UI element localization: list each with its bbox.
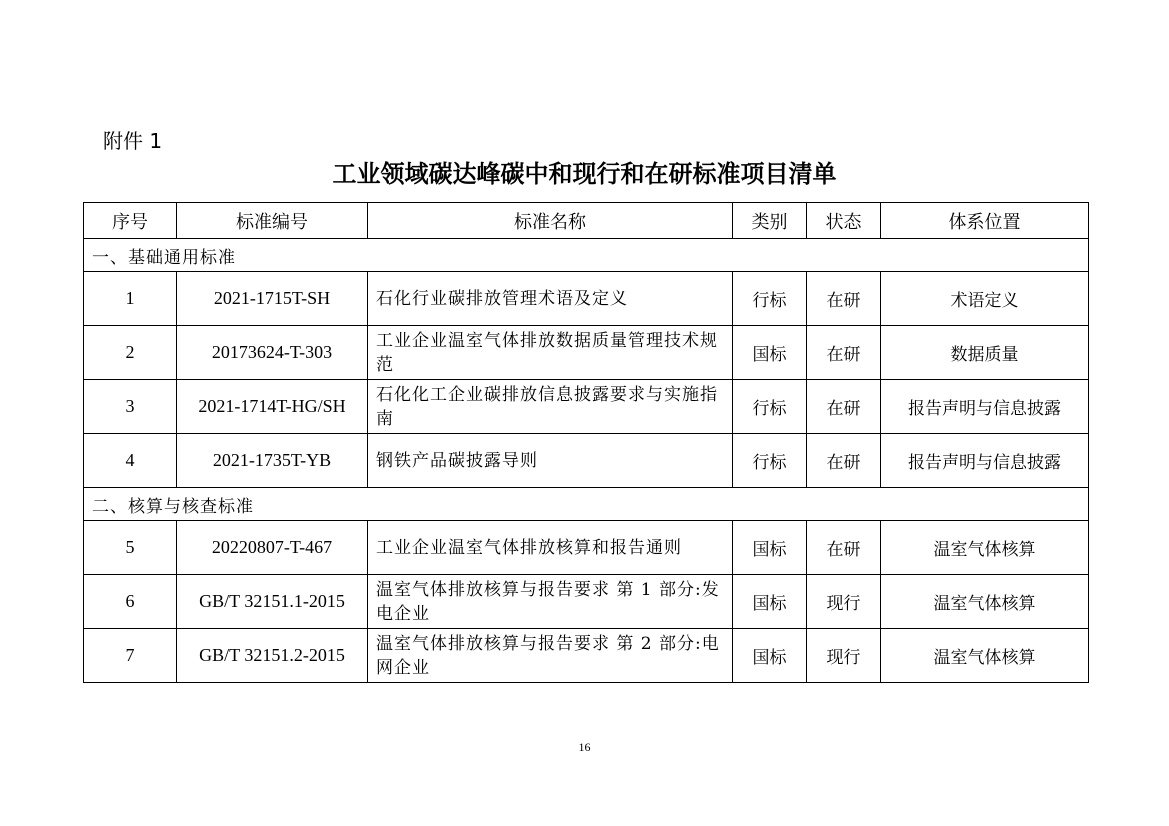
- header-position: 体系位置: [881, 203, 1089, 239]
- cell-code: GB/T 32151.2-2015: [177, 629, 368, 683]
- document-title: 工业领域碳达峰碳中和现行和在研标准项目清单: [332, 160, 837, 188]
- cell-no: 2: [84, 326, 177, 380]
- cell-status: 在研: [807, 272, 881, 326]
- header-name: 标准名称: [368, 203, 733, 239]
- header-code: 标准编号: [177, 203, 368, 239]
- cell-no: 1: [84, 272, 177, 326]
- cell-category: 行标: [733, 380, 807, 434]
- table-header-row: [84, 203, 1089, 239]
- cell-category: 国标: [733, 521, 807, 575]
- cell-position: 温室气体核算: [881, 521, 1089, 575]
- cell-status: 在研: [807, 521, 881, 575]
- cell-code: 2021-1715T-SH: [177, 272, 368, 326]
- cell-position: 报告声明与信息披露: [881, 434, 1089, 488]
- header-status: 状态: [807, 203, 881, 239]
- cell-category: 行标: [733, 272, 807, 326]
- cell-status: 在研: [807, 380, 881, 434]
- cell-name: 石化化工企业碳排放信息披露要求与实施指南: [368, 380, 733, 434]
- table-row: [84, 521, 1089, 575]
- cell-no: 3: [84, 380, 177, 434]
- section-label: 一、基础通用标准: [84, 239, 1089, 272]
- cell-no: 6: [84, 575, 177, 629]
- cell-status: 现行: [807, 629, 881, 683]
- section-label: 二、核算与核查标准: [84, 488, 1089, 521]
- cell-code: 2021-1735T-YB: [177, 434, 368, 488]
- table-row: [84, 272, 1089, 326]
- cell-status: 在研: [807, 326, 881, 380]
- cell-code: GB/T 32151.1-2015: [177, 575, 368, 629]
- cell-code: 2021-1714T-HG/SH: [177, 380, 368, 434]
- table-row: [84, 575, 1089, 629]
- table-row: [84, 380, 1089, 434]
- cell-position: 数据质量: [881, 326, 1089, 380]
- table-row: [84, 629, 1089, 683]
- cell-no: 5: [84, 521, 177, 575]
- cell-name: 工业企业温室气体排放数据质量管理技术规范: [368, 326, 733, 380]
- cell-position: 报告声明与信息披露: [881, 380, 1089, 434]
- cell-category: 国标: [733, 629, 807, 683]
- cell-position: 温室气体核算: [881, 575, 1089, 629]
- page-number: 16: [578, 740, 591, 754]
- attachment-label: 附件 1: [103, 129, 163, 153]
- cell-no: 4: [84, 434, 177, 488]
- cell-no: 7: [84, 629, 177, 683]
- cell-name: 温室气体排放核算与报告要求 第 1 部分:发电企业: [368, 575, 733, 629]
- header-no: 序号: [84, 203, 177, 239]
- cell-name: 温室气体排放核算与报告要求 第 2 部分:电网企业: [368, 629, 733, 683]
- cell-status: 在研: [807, 434, 881, 488]
- section-row: [84, 488, 1089, 521]
- cell-position: 温室气体核算: [881, 629, 1089, 683]
- cell-name: 石化行业碳排放管理术语及定义: [368, 272, 733, 326]
- cell-name: 钢铁产品碳披露导则: [368, 434, 733, 488]
- cell-name: 工业企业温室气体排放核算和报告通则: [368, 521, 733, 575]
- cell-position: 术语定义: [881, 272, 1089, 326]
- cell-category: 国标: [733, 326, 807, 380]
- table-row: [84, 434, 1089, 488]
- cell-category: 行标: [733, 434, 807, 488]
- cell-code: 20173624-T-303: [177, 326, 368, 380]
- cell-code: 20220807-T-467: [177, 521, 368, 575]
- cell-status: 现行: [807, 575, 881, 629]
- table-row: [84, 326, 1089, 380]
- cell-category: 国标: [733, 575, 807, 629]
- section-row: [84, 239, 1089, 272]
- standards-table: [83, 202, 1089, 683]
- header-category: 类别: [733, 203, 807, 239]
